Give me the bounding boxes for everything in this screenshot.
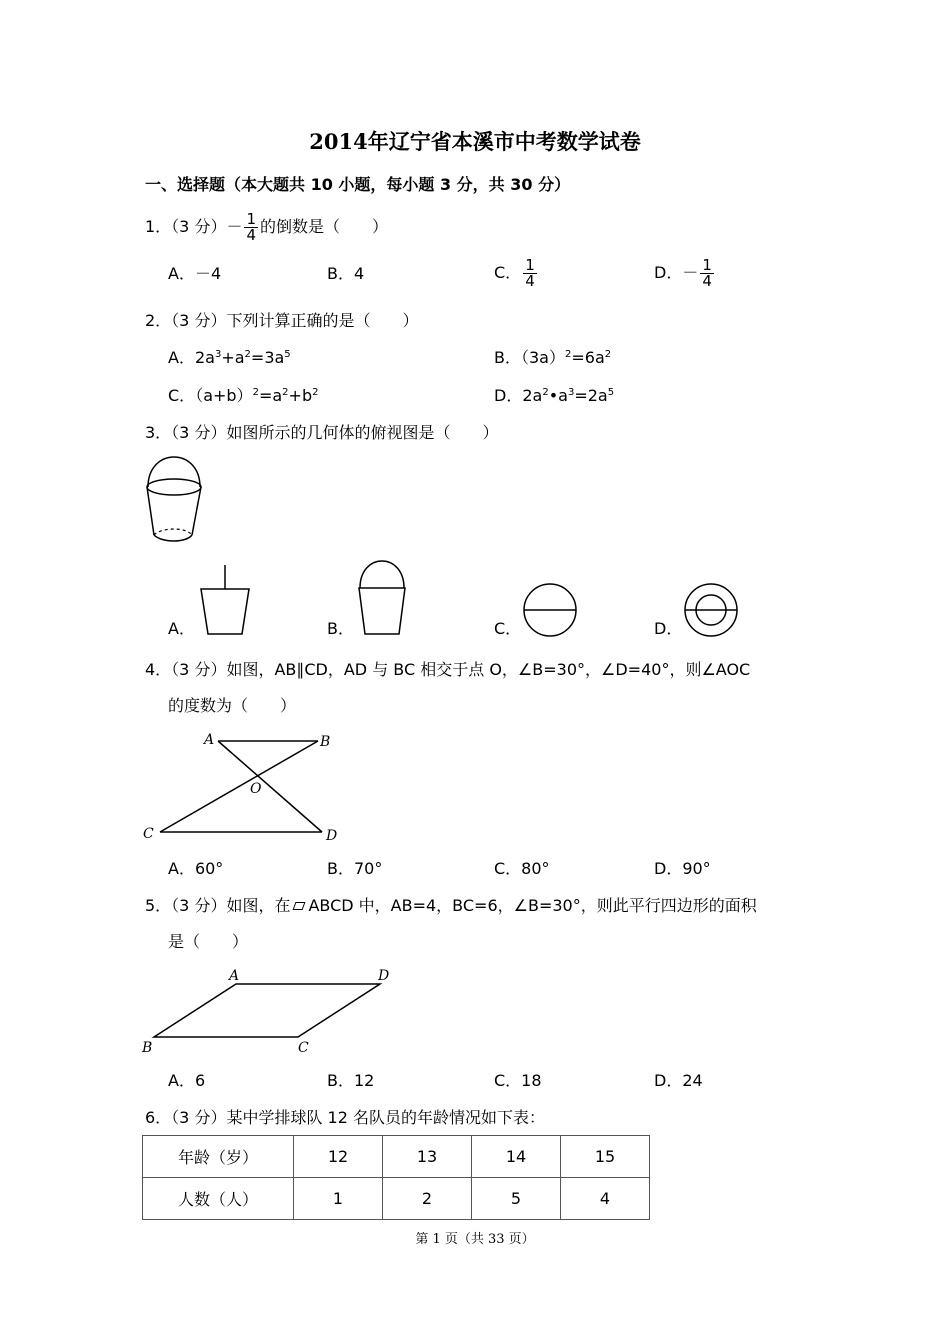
q1-fraction: [244, 212, 258, 243]
q2-d-exp: 5: [607, 387, 615, 398]
q2-a-part: 2a: [194, 348, 215, 367]
q4-option-d: D．90°: [654, 859, 711, 878]
page-footer: 第 1 页（共 33 页）: [415, 1232, 535, 1247]
q2-a-part: =3a: [250, 348, 285, 367]
table-row: [143, 1136, 650, 1178]
q2-option-c: [168, 386, 318, 406]
q4-option-c: C．80°: [494, 859, 550, 878]
table-cell: 4: [561, 1178, 650, 1220]
q1-option-a: A．－4: [168, 264, 222, 283]
table-cell: 5: [472, 1178, 561, 1220]
q2-a-exp: 3: [214, 349, 222, 360]
q2-c-exp: 2: [312, 387, 319, 398]
q2-d-exp: 2: [542, 387, 549, 398]
question-4-line2: 的度数为（ ）: [168, 696, 297, 715]
q5-label-c: C: [298, 1040, 309, 1056]
q5-option-c: C．18: [494, 1071, 542, 1090]
q4-label-o: O: [250, 781, 262, 797]
q3-option-b: B．: [327, 619, 354, 638]
table-header-cell: 人数（人）: [143, 1178, 294, 1220]
q2-option-a: [168, 348, 291, 368]
q1-option-c-label: C．: [494, 263, 522, 282]
section-heading: 一、选择题（本大题共 10 小题，每小题 3 分，共 30 分）: [145, 175, 571, 194]
question-6: 6．（3 分）某中学排球队 12 名队员的年龄情况如下表：: [145, 1108, 545, 1127]
q4-option-a: A．60°: [168, 859, 224, 878]
q2-b-part: =6a: [571, 348, 605, 367]
q2-d-part: 2a: [522, 386, 543, 405]
q1-suffix: 的倒数是（ ）: [260, 217, 389, 236]
question-5-line2: 是（ ）: [168, 932, 249, 951]
q4-label-a: A: [204, 732, 215, 748]
q2-c-exp: 2: [252, 387, 259, 398]
q5-parallelogram-figure: [140, 964, 400, 1059]
q4-label-c: C: [143, 826, 154, 842]
question-3: 3．（3 分）如图所示的几何体的俯视图是（ ）: [145, 423, 499, 442]
q3-option-d-figure: [684, 583, 740, 639]
q3-option-c: C．: [494, 619, 522, 638]
q1-frac-num: 1: [246, 210, 256, 228]
table-header-cell: 年龄（岁）: [143, 1136, 294, 1178]
question-4-line1: 4．（3 分）如图，AB∥CD，AD 与 BC 相交于点 O，∠B=30°，∠D=40°，则∠AOC: [145, 660, 751, 679]
parallelogram-symbol-icon: [293, 902, 306, 910]
bucket-figure: [140, 455, 210, 550]
q2-b-exp: 2: [604, 349, 612, 360]
q2-a-exp: 5: [284, 349, 291, 360]
q2-c-part: =a: [258, 386, 283, 405]
q1-c-den: 4: [525, 272, 535, 290]
q2-option-d: [494, 386, 614, 406]
page-title: 2014年辽宁省本溪市中考数学试卷: [309, 129, 641, 154]
q2-option-b: [494, 348, 611, 368]
q2-a-label: A．: [168, 348, 195, 367]
table-cell: 12: [294, 1136, 383, 1178]
q2-b-label: B．: [494, 348, 521, 367]
q5-option-a: A．6: [168, 1071, 206, 1090]
q4-option-b: B．70°: [327, 859, 383, 878]
q2-c-label: C．: [168, 386, 196, 405]
age-table: [142, 1135, 650, 1220]
q2-c-part: +b: [288, 386, 313, 405]
q3-option-c-figure: [522, 583, 578, 639]
q2-b-exp: 2: [564, 349, 572, 360]
table-cell: 1: [294, 1178, 383, 1220]
q1-option-c: [494, 258, 539, 289]
q4-figure: [140, 728, 350, 846]
q5-line1-post: ABCD 中，AB=4，BC=6，∠B=30°，则此平行四边形的面积: [308, 896, 757, 915]
q2-a-exp: 2: [244, 349, 251, 360]
q1-option-d-fraction: [700, 258, 714, 289]
q2-c-part: （a+b）: [195, 386, 253, 405]
table-cell: 13: [383, 1136, 472, 1178]
table-row: [143, 1178, 650, 1220]
question-1: [145, 212, 388, 243]
q1-frac-den: 4: [246, 226, 256, 244]
table-cell: 14: [472, 1136, 561, 1178]
question-2: 2．（3 分）下列计算正确的是（ ）: [145, 311, 419, 330]
table-cell: 2: [383, 1178, 472, 1220]
q5-option-d: D．24: [654, 1071, 703, 1090]
q2-d-part: •a: [548, 386, 568, 405]
q5-label-b: B: [142, 1040, 153, 1056]
question-5-line1: [145, 896, 757, 916]
q1-c-num: 1: [525, 256, 535, 274]
q2-b-part: （3a）: [520, 348, 565, 367]
q2-a-part: +a: [221, 348, 245, 367]
q3-option-b-figure: [354, 560, 410, 638]
q2-d-label: D．: [494, 386, 523, 405]
q1-option-d-label: D．－: [654, 263, 699, 282]
q2-d-exp: 3: [567, 387, 575, 398]
q1-option-d: [654, 258, 716, 289]
q1-option-c-fraction: [523, 258, 537, 289]
q3-option-a-figure: [196, 565, 252, 637]
q4-label-b: B: [320, 734, 331, 750]
q1-d-num: 1: [702, 256, 712, 274]
q4-label-d: D: [326, 828, 338, 844]
q5-label-a: A: [229, 968, 240, 984]
q5-label-d: D: [378, 968, 390, 984]
q5-line1-pre: 5．（3 分）如图，在: [145, 896, 291, 915]
q2-d-part: =2a: [574, 386, 608, 405]
q2-c-exp: 2: [282, 387, 289, 398]
q5-option-b: B．12: [327, 1071, 375, 1090]
q1-d-den: 4: [702, 272, 712, 290]
q1-prefix: 1．（3 分）－: [145, 217, 243, 236]
q3-option-d: D．: [654, 619, 683, 638]
q3-option-a: A．: [168, 619, 195, 638]
q1-option-b: B．4: [327, 264, 365, 283]
table-cell: 15: [561, 1136, 650, 1178]
